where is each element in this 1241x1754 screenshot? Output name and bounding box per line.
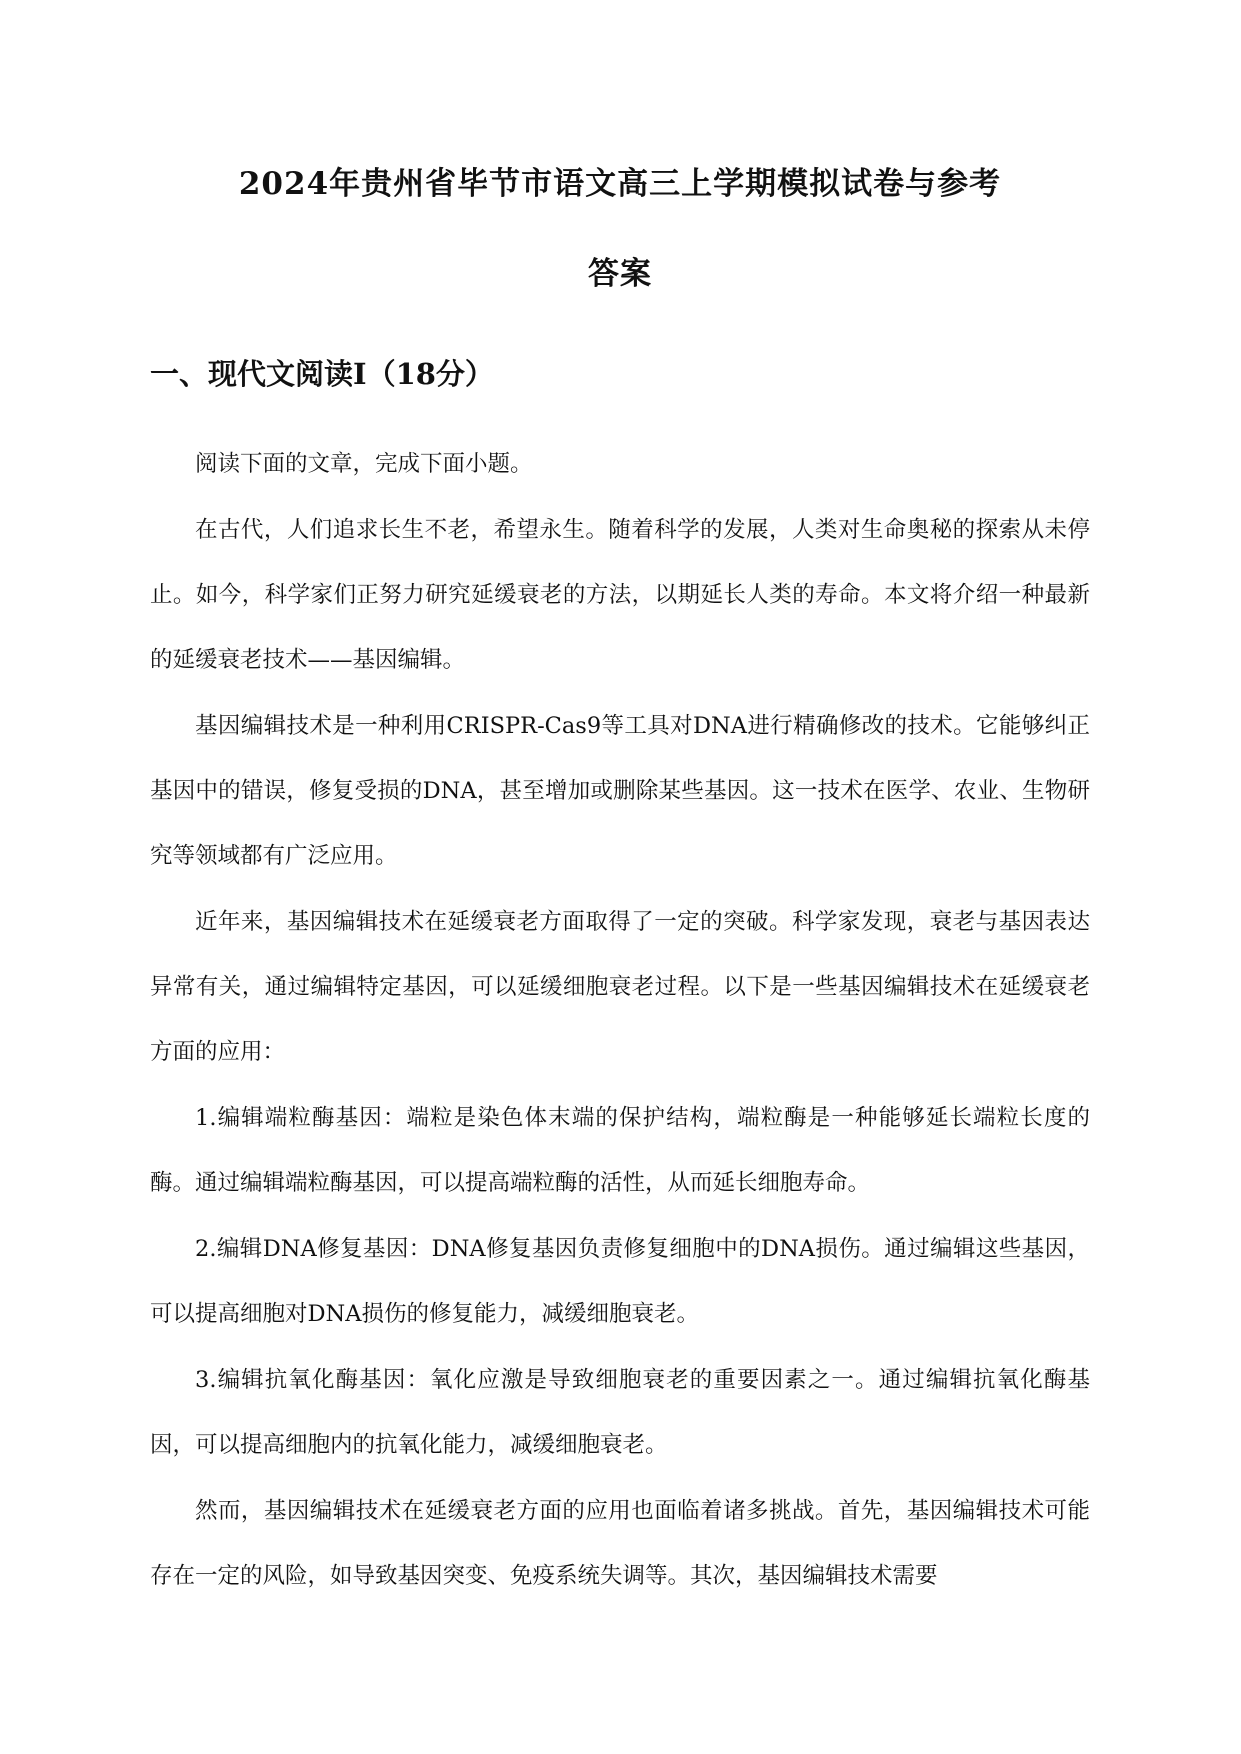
paragraph: 然而，基因编辑技术在延缓衰老方面的应用也面临着诸多挑战。首先，基因编辑技术可能存在一定的风险，如导致基因突变、免疫系统失调等。其次，基因编辑技术需要 [150, 1498, 1090, 1589]
paragraph: 近年来，基因编辑技术在延缓衰老方面取得了一定的突破。科学家发现，衰老与基因表达异常有关，通过编辑特定基因，可以延缓细胞衰老过程。以下是一些基因编辑技术在延缓衰老方面的应用： [150, 909, 1090, 1065]
document-title-line2: 答案 [588, 256, 652, 292]
article-body [150, 432, 1090, 1610]
document-title-line1: 2024年贵州省毕节市语文高三上学期模拟试卷与参考 [238, 166, 1002, 202]
section-heading: 一、现代文阅读Ⅰ（18分） [150, 357, 494, 391]
paragraph-instruction: 阅读下面的文章，完成下面小题。 [195, 451, 533, 477]
paragraph: 在古代，人们追求长生不老，希望永生。随着科学的发展，人类对生命奥秘的探索从未停止。如今，科学家们正努力研究延缓衰老的方法，以期延长人类的寿命。本文将介绍一种最新的延缓衰老技术——基因编辑。 [150, 517, 1090, 673]
list-item: 2.编辑DNA修复基因：DNA修复基因负责修复细胞中的DNA损伤。通过编辑这些基因，可以提高细胞对DNA损伤的修复能力，减缓细胞衰老。 [150, 1236, 1090, 1327]
list-item: 3.编辑抗氧化酶基因：氧化应激是导致细胞衰老的重要因素之一。通过编辑抗氧化酶基因，可以提高细胞内的抗氧化能力，减缓细胞衰老。 [150, 1367, 1090, 1458]
paragraph: 基因编辑技术是一种利用CRISPR-Cas9等工具对DNA进行精确修改的技术。它能够纠正基因中的错误，修复受损的DNA，甚至增加或删除某些基因。这一技术在医学、农业、生物研究等领域都有广泛应用。 [150, 713, 1090, 869]
list-item: 1.编辑端粒酶基因：端粒是染色体末端的保护结构，端粒酶是一种能够延长端粒长度的酶。通过编辑端粒酶基因，可以提高端粒酶的活性，从而延长细胞寿命。 [150, 1105, 1090, 1196]
